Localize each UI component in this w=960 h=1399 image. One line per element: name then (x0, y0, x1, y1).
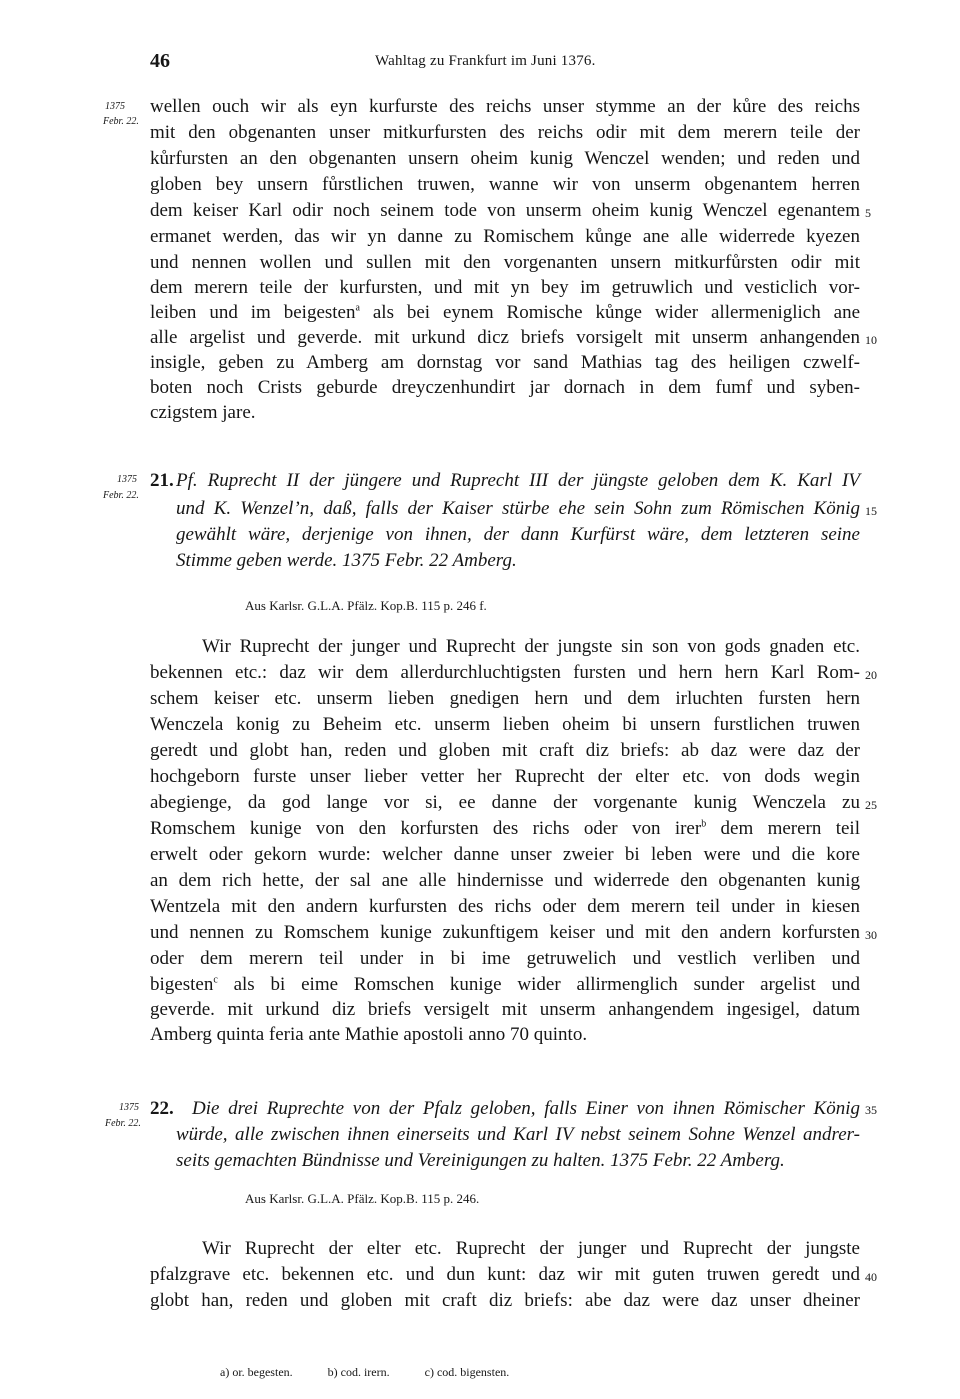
text-line: dem merern teile der kurfursten, und mit yn bey im getruwlich und vesticlich vor- (150, 277, 860, 298)
footnote-b: b) cod. irern. (327, 1365, 390, 1379)
text-line: geverde. mit urkund diz briefs versigelt mit unserm anhangendem ingesigel, datum (150, 999, 860, 1020)
footnote-marker: b (701, 818, 707, 830)
text-line: wellen ouch wir als eyn kurfurste des reichs unser stymme an der kůre des reichs (150, 96, 860, 117)
source-citation: Aus Karlsr. G.L.A. Pfälz. Kop.B. 115 p. 246. (245, 1191, 480, 1206)
line-number: 20 (865, 668, 877, 682)
document-number: 22. (150, 1098, 174, 1119)
text-line: globt han, reden und globen mit craft diz briefs: abe daz were daz unser dheiner (150, 1290, 860, 1311)
line-number: 30 (865, 928, 877, 942)
regest-line: Die drei Ruprechte von der Pfalz geloben, falls Einer von ihnen Römischer König (192, 1098, 860, 1119)
margin-year: 1375 (117, 474, 137, 485)
text-line: abegienge, da god lange vor si, ee danne der vorgenante kunig Wenczela zu (150, 792, 860, 813)
source-citation: Aus Karlsr. G.L.A. Pfälz. Kop.B. 115 p. 246 f. (245, 598, 487, 613)
running-title: Wahltag zu Frankfurt im Juni 1376. (375, 53, 596, 69)
text-line: an dem rich hette, der sal ane alle hindernisse und widerrede den obgenanten kunig (150, 870, 860, 891)
text-line: leiben und im beigesten$^a$ als bei eynem Romische kůnge wider allermeniglich ane (150, 302, 861, 323)
text-line: pfalzgrave etc. bekennen etc. und dun kunt: daz wir mit guten truwen geredt und (150, 1264, 860, 1285)
margin-date: Febr. 22. (105, 1118, 141, 1129)
text-line: dem keiser Karl odir noch seinem tode von unserm oheim kunig Wenczel egenantem (150, 200, 860, 221)
regest-line: seits gemachten Bündnisse und Vereinigungen zu halten. 1375 Febr. 22 Amberg. (176, 1150, 785, 1171)
text-line: und nennen wollen und sullen mit den vorgenanten unsern mitkurfůrsten odir mit (150, 252, 860, 273)
text-line: und nennen zu Romschem kunige zukunftigem keiser und mit den andern korfursten (150, 922, 860, 943)
text-line: czigstem jare. (150, 402, 256, 423)
line-number: 40 (865, 1270, 877, 1284)
margin-date: Febr. 22. (103, 490, 139, 501)
margin-date: Febr. 22. (103, 116, 139, 127)
text-line: alle argelist und geverde. mit urkund dicz briefs vorsigelt mit unserm anhangenden (150, 327, 860, 348)
text-line: bekennen etc.: daz wir dem allerdurchluchtigsten fursten und hern hern Karl Rom- (150, 662, 860, 683)
line-number: 10 (865, 333, 877, 347)
text-line: schem keiser etc. unserm lieben gnedigen hern und dem irluchten fursten hern (150, 688, 860, 709)
text-line: erwelt oder gekorn wurde: welcher danne unser zweier bi leben were und die kore (150, 844, 860, 865)
text-line: geredt und globt han, reden und globen mit craft diz briefs: ab daz were daz der (150, 740, 860, 761)
text-line: mit den obgenanten unser mitkurfursten des reichs odir mit dem merern teile der (150, 122, 860, 143)
text-line: boten noch Crists geburde dreyczenhundirt jar dornach in dem fumf und syben- (150, 377, 860, 398)
text-line: insigle, geben zu Amberg am dornstag vor sand Mathias tag des heiligen czwelf- (150, 352, 860, 373)
line-number: 5 (865, 206, 871, 220)
text-line: Wir Ruprecht der elter etc. Ruprecht der junger und Ruprecht der jungste (202, 1238, 860, 1259)
regest-line: würde, alle zwischen ihnen einerseits und Karl IV nebst seinem Sohne Wenzel andrer- (176, 1124, 860, 1145)
document-number: 21. (150, 470, 174, 491)
text-line: oder dem merern teil under in bi ime getruwelich und vestlich verliben und (150, 948, 860, 969)
text-line: hochgeborn furste unser lieber vetter her Ruprecht der elter etc. von dods wegin (150, 766, 860, 787)
text-line: Wentzela mit den andern kurfursten des richs oder dem merern teil under in kiesen (150, 896, 860, 917)
footnote-marker: c (213, 974, 218, 986)
regest-line: Stimme geben werde. 1375 Febr. 22 Amberg. (176, 550, 517, 571)
text-line: Romschem kunige von den korfursten des richs oder von irer$^b$ dem merern teil (150, 818, 860, 839)
footnote-marker: a (355, 302, 360, 314)
text-line: kůrfursten an den obgenanten unsern oheim kunig Wenczel wenden; und reden und (150, 148, 860, 169)
footnote-a: a) or. begesten. (220, 1365, 293, 1379)
line-number: 25 (865, 798, 877, 812)
margin-year: 1375 (105, 101, 125, 112)
text-line: globen bey unsern fůrstlichen truwen, wanne wir von unserm obgenantem herren (150, 174, 860, 195)
text-line: ermanet werden, das wir yn danne zu Romischem kůnge ane alle widerrede kyezen (150, 226, 860, 247)
regest-line: und K. Wenzel’n, daß, falls der Kaiser stürbe ehe sein Sohn zum Römischen König (176, 498, 860, 519)
text-line: Wir Ruprecht der junger und Ruprecht der jungste sin son von gods gnaden etc. (202, 636, 860, 657)
page-number: 46 (150, 50, 170, 72)
text-line: Wenczela konig zu Beheim etc. unserm lieben oheim bi unsern furstlichen truwen (150, 714, 860, 735)
margin-year: 1375 (119, 1102, 139, 1113)
regest-line: gewählt wäre, derjenige von ihnen, der dann Kurfürst wäre, dem letzteren seine (176, 524, 860, 545)
footnote-c: c) cod. bigensten. (424, 1365, 510, 1379)
text-line: Amberg quinta feria ante Mathie apostoli anno 70 quinto. (150, 1024, 588, 1045)
line-number: 15 (865, 504, 877, 518)
text-line: bigesten$^c$ als bi eime Romschen kunige wider allirmenglich sunder argelist und (150, 974, 860, 995)
regest-line: Pf. Ruprecht II der jüngere und Ruprecht III der jüngste geloben dem K. Karl IV (176, 470, 860, 491)
line-number: 35 (865, 1103, 877, 1117)
footnotes (220, 1365, 541, 1380)
